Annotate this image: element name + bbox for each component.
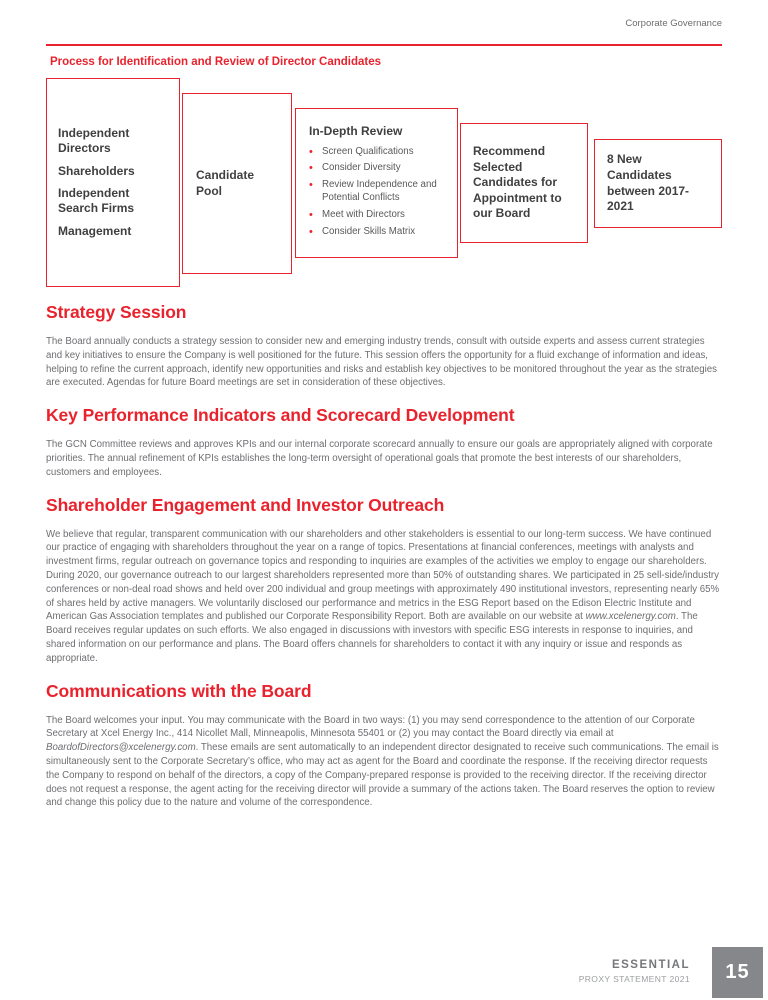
section-strategy-session [46,303,722,390]
diagram-title: Process for Identification and Review of Director Candidates [50,56,382,68]
director-candidates-flow-diagram [46,78,722,290]
section-communications-with-board [46,682,722,811]
paragraph-text: The Board annually conducts a strategy session to consider new and emerging industry trends, consult with outside experts and assess current strategies and key initiatives to ensure the Company is well positioned for the future. This session offers the opportunity for a fluid exchange of information and ideas, helping to refine the current approach, identify new opportunities and risks and establish key objectives to be monitored throughout the year as the strategies are executed. Agendas for future Board meetings are set in consideration of these objectives. [46,336,717,389]
section-heading: Communications with the Board [46,680,312,701]
flow-box-candidate-sources [46,78,180,287]
footer [579,959,690,984]
page-number-box [712,947,763,998]
flow-box-label: 8 New Candidates between 2017-2021 [607,152,690,214]
candidate-source: Management [58,223,132,238]
paragraph-text: The Board welcomes your input. You may communicate with the Board in two ways: (1) you may send correspondence to the attention of our Corporate Secretary at Xcel Energy Inc., 414 Nicollet Mall, Minneapolis, Minnesota 55401 or (2) you may contact the Board directly via email at [46,714,695,740]
paragraph-text: . These emails are sent automatically to an independent director designated to receive such communications. The email is simultaneously sent to the Corporate Secretary’s office, who may act as agent for the Board and coordinate the response. If the receiving director requests the Company to respond on behalf of the directors, a copy of the Company-prepared response is provided to the receiving director. If the receiving director does not request a response, the agent acting for the receiving director will provide a summary of the actions taken. The Board reserves the option to review and change this policy due to the nature and volume of the correspondence. [46,742,719,809]
review-step: • Screen Qualifications [309,146,444,159]
footer-brand: ESSENTIAL [611,959,690,971]
section-paragraph [46,714,722,811]
header-rule [46,44,722,46]
flow-box-in-depth-review [295,108,458,258]
section-heading: Shareholder Engagement and Investor Outreach [46,494,445,515]
section-shareholder-engagement [46,496,722,666]
flow-box-recommend-candidates [460,123,588,243]
website-url-text: www.xcelenergy.com [585,611,676,623]
candidate-source: Independent Directors [58,125,130,156]
flow-box-candidate-pool [182,93,292,274]
footer-subtitle: PROXY STATEMENT 2021 [578,974,690,984]
running-header: Corporate Governance [625,18,722,29]
flow-box-label: Candidate Pool [196,167,255,198]
candidate-source: Shareholders [58,163,135,178]
section-heading: Strategy Session [46,302,187,322]
review-steps-list [309,146,444,243]
section-paragraph [46,528,722,666]
review-step: • Meet with Directors [309,209,444,222]
review-step: • Review Independence and Potential Conflicts [309,179,444,205]
section-paragraph [46,438,722,479]
section-kpi-scorecard [46,406,722,479]
paragraph-text: The GCN Committee reviews and approves KPIs and our internal corporate scorecard annually to ensure our goals are appropriately aligned with corporate priorities. The annual refinement of KPIs establishes the long-term oversight of operational goals that promote the best interests of our shareholders, customers and employees. [46,439,713,478]
candidate-source: Independent Search Firms [58,186,135,216]
flow-box-label: Recommend Selected Candidates for Appointment to our Board [473,144,562,221]
paragraph-text: We believe that regular, transparent communication with our shareholders and other stakeholders is essential to our long-term success. We have continued our practice of engaging with shareholders throughout the year on a range of topics. Presentations at financial conferences, meetings with analysts and investment firms, regular outreach on governance topics and responding to inquiries are examples of the activities we employ to engage our shareholders. During 2020, our governance outreach to our largest shareholders represented more than 50% of outstanding shares. We participated in 25 sell-side/industry conferences or non-deal road shows and held over 200 individual and group meetings with approximately 490 institutional investors, representing nearly 65% of shares held by active managers. We voluntarily disclosed our performance and metrics in the ESG Report based on the Edison Electric Institute and American Gas Association templates and published our Corporate Responsibility Report. Both are available on our website at [46,528,720,623]
section-paragraph [46,335,722,390]
flow-box-title: In-Depth Review [309,123,403,138]
page-number: 15 [725,961,750,983]
paragraph-text: . The Board receives regular updates on such efforts. We also engaged in discussions with investors with specific ESG interests in response to inquiries, and shared information on our performance and plans. The Board offers channels for shareholders to contact it with any inquiry or issue and responds as appropriate. [46,611,698,664]
review-step: • Consider Diversity [309,162,444,175]
flow-box-result [594,139,722,228]
review-step: • Consider Skills Matrix [309,226,444,239]
section-heading: Key Performance Indicators and Scorecard Development [46,405,515,426]
board-email-text: BoardofDirectors@xcelenergy.com [46,742,196,754]
page-body [46,303,722,826]
